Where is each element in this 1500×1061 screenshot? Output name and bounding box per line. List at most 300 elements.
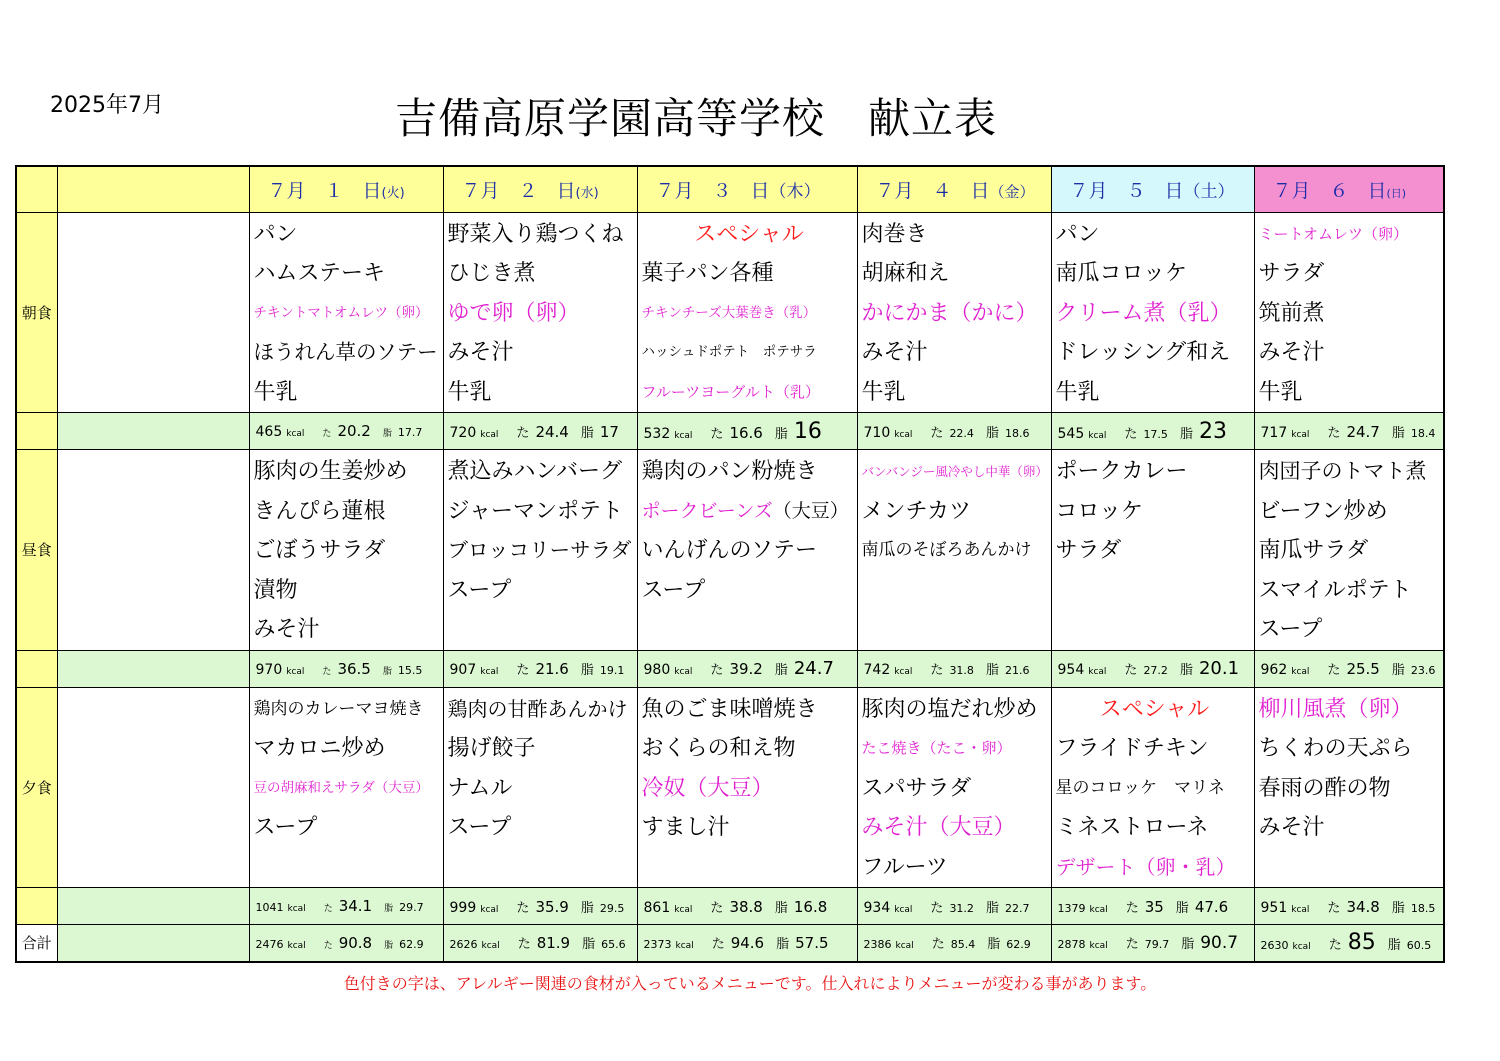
day-header bbox=[637, 166, 857, 212]
fat-value: 17.7 bbox=[397, 426, 423, 439]
fat-value: 57.5 bbox=[795, 934, 829, 953]
dish-item: スープ bbox=[447, 577, 512, 603]
dish-item: チキントマトオムレツ（卵） bbox=[253, 304, 429, 321]
fat-value: 29.7 bbox=[399, 901, 424, 914]
dish-item: みそ汁（大豆） bbox=[861, 815, 1016, 840]
fat-unit: 脂 bbox=[774, 663, 788, 678]
lunch-row bbox=[16, 450, 1444, 651]
protein-value: 31.8 bbox=[949, 664, 974, 677]
total-label: 合計 bbox=[16, 925, 57, 962]
protein-value: 79.7 bbox=[1144, 937, 1170, 951]
dish-item: ナムル bbox=[447, 775, 513, 801]
corner-cell bbox=[16, 166, 57, 212]
dish-item: 南瓜のそぼろあんかけ bbox=[861, 540, 1032, 560]
breakfast-row bbox=[16, 212, 1444, 413]
dish-item: ドレッシング和え bbox=[1055, 340, 1231, 365]
fat-unit: 脂 bbox=[1387, 938, 1401, 954]
day-label: ７月 ６ 日 bbox=[1272, 179, 1387, 202]
dish-item: 野菜入り鶏つくね bbox=[447, 221, 624, 247]
dish-item: ほうれん草のソテー bbox=[253, 340, 438, 364]
kcal-value: 951 bbox=[1260, 899, 1288, 916]
kcal-value: 2386 bbox=[863, 938, 892, 952]
day-header bbox=[1051, 166, 1254, 212]
dish-item: 胡麻和え bbox=[861, 261, 950, 286]
fat-unit: 脂 bbox=[580, 425, 594, 441]
breakfast-nutrition-row bbox=[16, 413, 1444, 450]
kcal-value: 2878 bbox=[1057, 937, 1086, 951]
protein-unit: た bbox=[710, 900, 724, 916]
fat-value: 60.5 bbox=[1406, 939, 1432, 953]
dish-item: バンバンジー風冷やし中華（卵） bbox=[861, 464, 1048, 479]
day-label: ７月 ５ 日 bbox=[1069, 179, 1184, 202]
dish-item: チキンチーズ大葉巻き（乳） bbox=[641, 304, 817, 321]
protein-unit: た bbox=[516, 900, 530, 916]
kcal-value: 742 bbox=[863, 662, 891, 678]
dish-item: デザート（卵・乳） bbox=[1055, 854, 1236, 879]
weekday-label: (火) bbox=[381, 185, 405, 201]
blank-cell bbox=[57, 212, 249, 413]
dish-item: ちくわの天ぷら bbox=[1258, 736, 1413, 761]
kcal-unit: kcal bbox=[480, 429, 499, 440]
protein-unit: た bbox=[322, 429, 332, 439]
protein-unit: た bbox=[1125, 936, 1139, 952]
nutrition-cell bbox=[1254, 650, 1444, 687]
kcal-unit: kcal bbox=[286, 429, 305, 439]
protein-value: 85.4 bbox=[950, 938, 976, 952]
dish-item: スープ bbox=[253, 815, 318, 840]
dish-item: ビーフン炒め bbox=[1258, 498, 1388, 524]
fat-value: 16.8 bbox=[793, 897, 828, 916]
protein-value: 81.9 bbox=[536, 934, 571, 953]
protein-value: 21.6 bbox=[535, 660, 569, 678]
kcal-unit: kcal bbox=[480, 904, 499, 915]
protein-value: 16.6 bbox=[729, 423, 763, 442]
protein-unit: た bbox=[930, 425, 944, 441]
blank-cell bbox=[57, 450, 249, 651]
total-cell bbox=[443, 925, 637, 962]
protein-unit: た bbox=[930, 900, 944, 916]
weekday-label: （金） bbox=[989, 182, 1035, 201]
fat-value: 65.6 bbox=[601, 938, 626, 952]
dish-item: みそ汁 bbox=[447, 340, 514, 365]
total-cell bbox=[857, 925, 1051, 962]
allergy-footnote: 色付きの字は、アレルギー関連の食材が入っているメニューです。仕入れによりメニューが変わる事があります。 bbox=[343, 974, 1157, 993]
fat-unit: 脂 bbox=[1391, 900, 1405, 916]
dish-item: みそ汁 bbox=[1258, 815, 1325, 840]
kcal-unit: kcal bbox=[1291, 904, 1310, 915]
protein-value: 22.4 bbox=[949, 426, 974, 440]
protein-unit: た bbox=[710, 426, 724, 442]
day-label: ７月 ４ 日 bbox=[875, 179, 990, 202]
protein-unit: た bbox=[711, 937, 725, 953]
dish-item: パン bbox=[253, 221, 298, 247]
protein-value: 24.4 bbox=[535, 422, 569, 441]
dish-cell bbox=[1254, 212, 1444, 413]
dish-item: コロッケ bbox=[1055, 498, 1144, 524]
kcal-unit: kcal bbox=[1089, 940, 1108, 951]
dish-cell bbox=[249, 687, 443, 888]
kcal-unit: kcal bbox=[1292, 942, 1311, 953]
dish-item: たこ焼き（たこ・卵） bbox=[861, 739, 1012, 757]
date-header-row bbox=[16, 166, 1444, 212]
green-spacer bbox=[57, 650, 249, 687]
dish-item: 冷奴（大豆） bbox=[641, 775, 774, 801]
label-spacer bbox=[16, 888, 57, 925]
dish-cell bbox=[443, 450, 637, 651]
dish-item: ごぼうサラダ bbox=[253, 538, 386, 563]
kcal-value: 465 bbox=[255, 424, 283, 440]
dish-item: スープ bbox=[1258, 617, 1323, 642]
kcal-value: 980 bbox=[643, 662, 671, 678]
dish-cell bbox=[1254, 450, 1444, 651]
dish-item: スマイルポテト bbox=[1258, 577, 1412, 603]
fat-value: 18.5 bbox=[1410, 901, 1436, 915]
menu-table bbox=[15, 165, 1445, 963]
kcal-unit: kcal bbox=[1088, 667, 1107, 677]
protein-value: 20.2 bbox=[337, 422, 371, 440]
dish-item: 豚肉の塩だれ炒め bbox=[861, 696, 1038, 722]
kcal-value: 1041 bbox=[255, 901, 284, 914]
fat-unit: 脂 bbox=[985, 900, 999, 916]
dish-item: ハムステーキ bbox=[253, 261, 386, 286]
dish-item: 牛乳 bbox=[1258, 379, 1303, 405]
dish-item: みそ汁 bbox=[861, 340, 928, 365]
dish-item: フライドチキン bbox=[1055, 736, 1209, 761]
dish-item-allergen: （大豆） bbox=[772, 499, 849, 522]
nutrition-cell bbox=[637, 650, 857, 687]
protein-unit: た bbox=[930, 663, 944, 678]
dish-cell bbox=[637, 687, 857, 888]
kcal-value: 1379 bbox=[1057, 901, 1086, 915]
nutrition-cell bbox=[443, 413, 637, 450]
protein-value: 25.5 bbox=[1346, 660, 1380, 678]
dish-item: 牛乳 bbox=[447, 379, 492, 405]
dish-item: スパサラダ bbox=[861, 775, 972, 801]
kcal-value: 720 bbox=[449, 424, 477, 441]
kcal-unit: kcal bbox=[481, 941, 500, 952]
nutrition-cell bbox=[1254, 413, 1444, 450]
protein-value: 17.5 bbox=[1143, 427, 1168, 441]
fat-unit: 脂 bbox=[580, 663, 594, 678]
day-label: ７月 ３ 日 bbox=[655, 179, 770, 202]
nutrition-cell bbox=[1254, 888, 1444, 925]
dish-item: すまし汁 bbox=[641, 815, 730, 840]
dish-cell bbox=[443, 212, 637, 413]
kcal-value: 2476 bbox=[255, 937, 284, 951]
dish-item: ミネストローネ bbox=[1055, 815, 1209, 840]
lunch-nutrition-row bbox=[16, 650, 1444, 687]
dish-item: ミートオムレツ（卵） bbox=[1258, 224, 1409, 243]
nutrition-cell bbox=[249, 888, 443, 925]
dish-item: 豆の胡麻和えサラダ（大豆） bbox=[253, 779, 429, 796]
dish-item: 魚のごま味噌焼き bbox=[641, 696, 818, 722]
dish-item: パン bbox=[1055, 221, 1100, 247]
total-cell bbox=[1051, 925, 1254, 962]
dish-item: 牛乳 bbox=[861, 379, 906, 405]
protein-unit: た bbox=[323, 940, 333, 951]
dish-item: 柳川風煮（卵） bbox=[1258, 696, 1413, 722]
dish-cell bbox=[1051, 687, 1254, 888]
protein-value: 35 bbox=[1144, 897, 1164, 916]
dish-item: 星のコロッケ マリネ bbox=[1055, 777, 1225, 798]
kcal-value: 962 bbox=[1260, 662, 1288, 678]
dish-item: ブロッコリーサラダ bbox=[447, 538, 632, 562]
dish-cell bbox=[249, 212, 443, 413]
dish-item: きんぴら蓮根 bbox=[253, 498, 386, 524]
dish-item bbox=[642, 492, 857, 532]
nutrition-cell bbox=[857, 888, 1051, 925]
nutrition-cell bbox=[857, 413, 1051, 450]
protein-unit: た bbox=[322, 666, 332, 677]
fat-unit: 脂 bbox=[1391, 425, 1405, 441]
kcal-unit: kcal bbox=[1291, 429, 1310, 440]
protein-value: 94.6 bbox=[730, 934, 765, 953]
dish-item: ハッシュドポテト ポテサラ bbox=[641, 344, 817, 360]
blank-cell bbox=[57, 687, 249, 888]
kcal-value: 907 bbox=[449, 662, 477, 678]
breakfast-label: 朝食 bbox=[16, 212, 57, 413]
protein-unit: た bbox=[1328, 938, 1342, 954]
dish-item-main: ポークビーンズ bbox=[641, 499, 773, 522]
dish-item: フルーツヨーグルト（乳） bbox=[641, 382, 820, 401]
kcal-unit: kcal bbox=[287, 940, 306, 951]
fat-unit: 脂 bbox=[1181, 936, 1195, 952]
fat-value: 22.7 bbox=[1004, 901, 1030, 915]
dish-item: ひじき煮 bbox=[447, 261, 536, 286]
kcal-unit: kcal bbox=[674, 667, 693, 677]
dish-item: ゆで卵（卵） bbox=[447, 300, 580, 326]
fat-value: 18.4 bbox=[1410, 426, 1436, 440]
total-cell bbox=[1254, 925, 1444, 962]
weekday-label: （木） bbox=[769, 181, 821, 202]
kcal-unit: kcal bbox=[894, 904, 913, 915]
dish-item: 春雨の酢の物 bbox=[1258, 775, 1391, 801]
nutrition-cell bbox=[443, 888, 637, 925]
lunch-label: 昼食 bbox=[16, 450, 57, 651]
dish-item: 牛乳 bbox=[253, 379, 298, 405]
dish-item: ジャーマンポテト bbox=[447, 498, 624, 524]
kcal-unit: kcal bbox=[286, 666, 305, 677]
dinner-label: 夕食 bbox=[16, 687, 57, 888]
kcal-unit: kcal bbox=[480, 667, 499, 677]
kcal-value: 934 bbox=[863, 899, 891, 916]
kcal-unit: kcal bbox=[1089, 904, 1108, 915]
protein-value: 24.7 bbox=[1346, 422, 1380, 441]
dish-cell bbox=[249, 450, 443, 651]
dish-cell bbox=[443, 687, 637, 888]
dish-item: 肉巻き bbox=[861, 221, 928, 247]
protein-value: 90.8 bbox=[338, 933, 373, 952]
fat-value: 24.7 bbox=[793, 658, 834, 679]
dish-item: サラダ bbox=[1055, 538, 1122, 563]
weekday-label: （土） bbox=[1183, 181, 1235, 202]
protein-value: 35.9 bbox=[535, 897, 569, 916]
label-spacer bbox=[16, 650, 57, 687]
dish-item: 牛乳 bbox=[1055, 379, 1100, 405]
dish-item: みそ汁 bbox=[253, 617, 320, 642]
day-label: ７月 ２ 日 bbox=[461, 179, 576, 202]
kcal-value: 545 bbox=[1057, 425, 1085, 442]
dish-item: かにかま（かに） bbox=[861, 300, 1038, 326]
kcal-unit: kcal bbox=[894, 667, 913, 677]
fat-value: 18.6 bbox=[1004, 426, 1030, 440]
protein-unit: た bbox=[710, 663, 724, 678]
fat-value: 19.1 bbox=[599, 664, 625, 677]
page-title: 吉備高原学園高等学校 献立表 bbox=[395, 94, 998, 143]
protein-value: 38.8 bbox=[729, 897, 763, 916]
dish-item: 鶏肉の甘酢あんかけ bbox=[447, 696, 628, 721]
total-cell bbox=[249, 925, 443, 962]
dish-item: クリーム煮（乳） bbox=[1055, 300, 1232, 326]
kcal-value: 2630 bbox=[1260, 939, 1289, 953]
kcal-value: 717 bbox=[1260, 424, 1288, 441]
dish-item: スペシャル bbox=[694, 221, 804, 247]
nutrition-cell bbox=[1051, 413, 1254, 450]
protein-unit: た bbox=[1124, 426, 1138, 442]
fat-value: 90.7 bbox=[1200, 932, 1239, 953]
kcal-unit: kcal bbox=[894, 429, 913, 440]
kcal-value: 954 bbox=[1057, 662, 1085, 678]
nutrition-cell bbox=[1051, 888, 1254, 925]
dish-item: 漬物 bbox=[253, 577, 298, 603]
dish-item: 鶏肉のカレーマヨ焼き bbox=[253, 698, 424, 719]
fat-unit: 脂 bbox=[384, 904, 394, 914]
dish-item: 揚げ餃子 bbox=[447, 736, 536, 761]
fat-value: 23 bbox=[1198, 418, 1227, 444]
protein-unit: た bbox=[1124, 663, 1138, 678]
protein-unit: た bbox=[1327, 900, 1341, 916]
dish-cell bbox=[637, 450, 857, 651]
protein-unit: た bbox=[517, 937, 531, 953]
fat-value: 21.6 bbox=[1004, 664, 1030, 677]
fat-value: 20.1 bbox=[1198, 658, 1240, 679]
dish-item: 煮込みハンバーグ bbox=[447, 459, 622, 484]
dish-item: おくらの和え物 bbox=[641, 736, 796, 761]
dish-item: マカロニ炒め bbox=[253, 736, 386, 761]
fat-value: 17 bbox=[599, 422, 619, 441]
nutrition-cell bbox=[637, 413, 857, 450]
kcal-unit: kcal bbox=[674, 430, 693, 441]
protein-value: 36.5 bbox=[337, 659, 371, 678]
green-spacer bbox=[57, 925, 249, 962]
kcal-value: 710 bbox=[863, 424, 891, 441]
dish-item: スープ bbox=[447, 815, 512, 840]
weekday-label: (日) bbox=[1386, 186, 1407, 200]
dish-item: いんげんのソテー bbox=[641, 538, 818, 563]
dinner-row bbox=[16, 687, 1444, 888]
dish-item: 鶏肉のパン粉焼き bbox=[641, 459, 818, 484]
dish-cell bbox=[1254, 687, 1444, 888]
protein-value: 34.8 bbox=[1346, 897, 1380, 916]
dish-item: サラダ bbox=[1258, 261, 1325, 286]
blank-header-cell bbox=[57, 166, 249, 212]
kcal-unit: kcal bbox=[1291, 667, 1310, 677]
protein-unit: た bbox=[516, 663, 530, 678]
dish-item: ポークカレー bbox=[1055, 459, 1188, 484]
fat-unit: 脂 bbox=[987, 937, 1001, 953]
nutrition-cell bbox=[249, 650, 443, 687]
fat-unit: 脂 bbox=[1391, 663, 1405, 678]
fat-unit: 脂 bbox=[580, 900, 594, 916]
fat-unit: 脂 bbox=[774, 426, 788, 442]
fat-unit: 脂 bbox=[1175, 900, 1189, 916]
dish-item: 南瓜サラダ bbox=[1258, 538, 1369, 563]
fat-value: 62.9 bbox=[1006, 938, 1031, 952]
dish-cell bbox=[1051, 212, 1254, 413]
weekday-label: (水) bbox=[575, 185, 599, 201]
protein-value: 31.2 bbox=[949, 901, 974, 915]
day-label: ７月 １ 日 bbox=[267, 179, 382, 202]
protein-value: 85 bbox=[1347, 930, 1376, 956]
fat-value: 62.9 bbox=[399, 937, 424, 951]
kcal-unit: kcal bbox=[1088, 430, 1107, 441]
dinner-nutrition-row bbox=[16, 888, 1444, 925]
fat-unit: 脂 bbox=[774, 900, 788, 916]
green-spacer bbox=[57, 413, 249, 450]
dish-item: メンチカツ bbox=[861, 498, 972, 524]
kcal-value: 999 bbox=[449, 899, 477, 916]
kcal-value: 2373 bbox=[643, 938, 672, 952]
dish-item: フルーツ bbox=[861, 854, 948, 880]
fat-value: 47.6 bbox=[1194, 897, 1229, 916]
nutrition-cell bbox=[637, 888, 857, 925]
dish-item: 菓子パン各種 bbox=[641, 261, 774, 286]
month-label: 2025年7月 bbox=[50, 93, 164, 118]
dish-item: 豚肉の生姜炒め bbox=[253, 459, 408, 484]
kcal-value: 970 bbox=[255, 661, 283, 678]
kcal-value: 2626 bbox=[449, 938, 478, 952]
protein-unit: た bbox=[1125, 900, 1139, 916]
protein-unit: た bbox=[1327, 663, 1341, 678]
dish-item: スペシャル bbox=[1099, 696, 1210, 722]
label-spacer bbox=[16, 413, 57, 450]
nutrition-cell bbox=[249, 413, 443, 450]
dish-cell bbox=[857, 212, 1051, 413]
day-header bbox=[857, 166, 1051, 212]
dish-item: みそ汁 bbox=[1258, 340, 1325, 365]
kcal-unit: kcal bbox=[674, 904, 693, 915]
dish-cell bbox=[637, 212, 857, 413]
nutrition-cell bbox=[1051, 650, 1254, 687]
nutrition-cell bbox=[857, 650, 1051, 687]
dish-cell bbox=[857, 450, 1051, 651]
day-header bbox=[443, 166, 637, 212]
protein-unit: た bbox=[323, 904, 333, 914]
dish-item: スープ bbox=[641, 577, 706, 603]
fat-value: 16 bbox=[793, 418, 822, 444]
fat-unit: 脂 bbox=[985, 663, 999, 678]
dish-item: 肉団子のトマト煮 bbox=[1258, 459, 1427, 483]
fat-unit: 脂 bbox=[985, 425, 999, 441]
fat-unit: 脂 bbox=[384, 940, 394, 951]
day-header bbox=[249, 166, 443, 212]
kcal-unit: kcal bbox=[287, 904, 306, 914]
protein-value: 39.2 bbox=[729, 660, 763, 678]
nutrition-cell bbox=[443, 650, 637, 687]
fat-value: 15.5 bbox=[397, 663, 423, 677]
day-header bbox=[1254, 166, 1444, 212]
dish-cell bbox=[857, 687, 1051, 888]
fat-unit: 脂 bbox=[382, 429, 392, 439]
total-row bbox=[16, 925, 1444, 962]
fat-unit: 脂 bbox=[1179, 426, 1193, 442]
fat-value: 23.6 bbox=[1410, 664, 1436, 677]
fat-value: 29.5 bbox=[599, 901, 625, 915]
kcal-value: 861 bbox=[643, 899, 671, 916]
protein-value: 27.2 bbox=[1143, 664, 1168, 677]
total-cell bbox=[637, 925, 857, 962]
fat-unit: 脂 bbox=[776, 937, 790, 953]
